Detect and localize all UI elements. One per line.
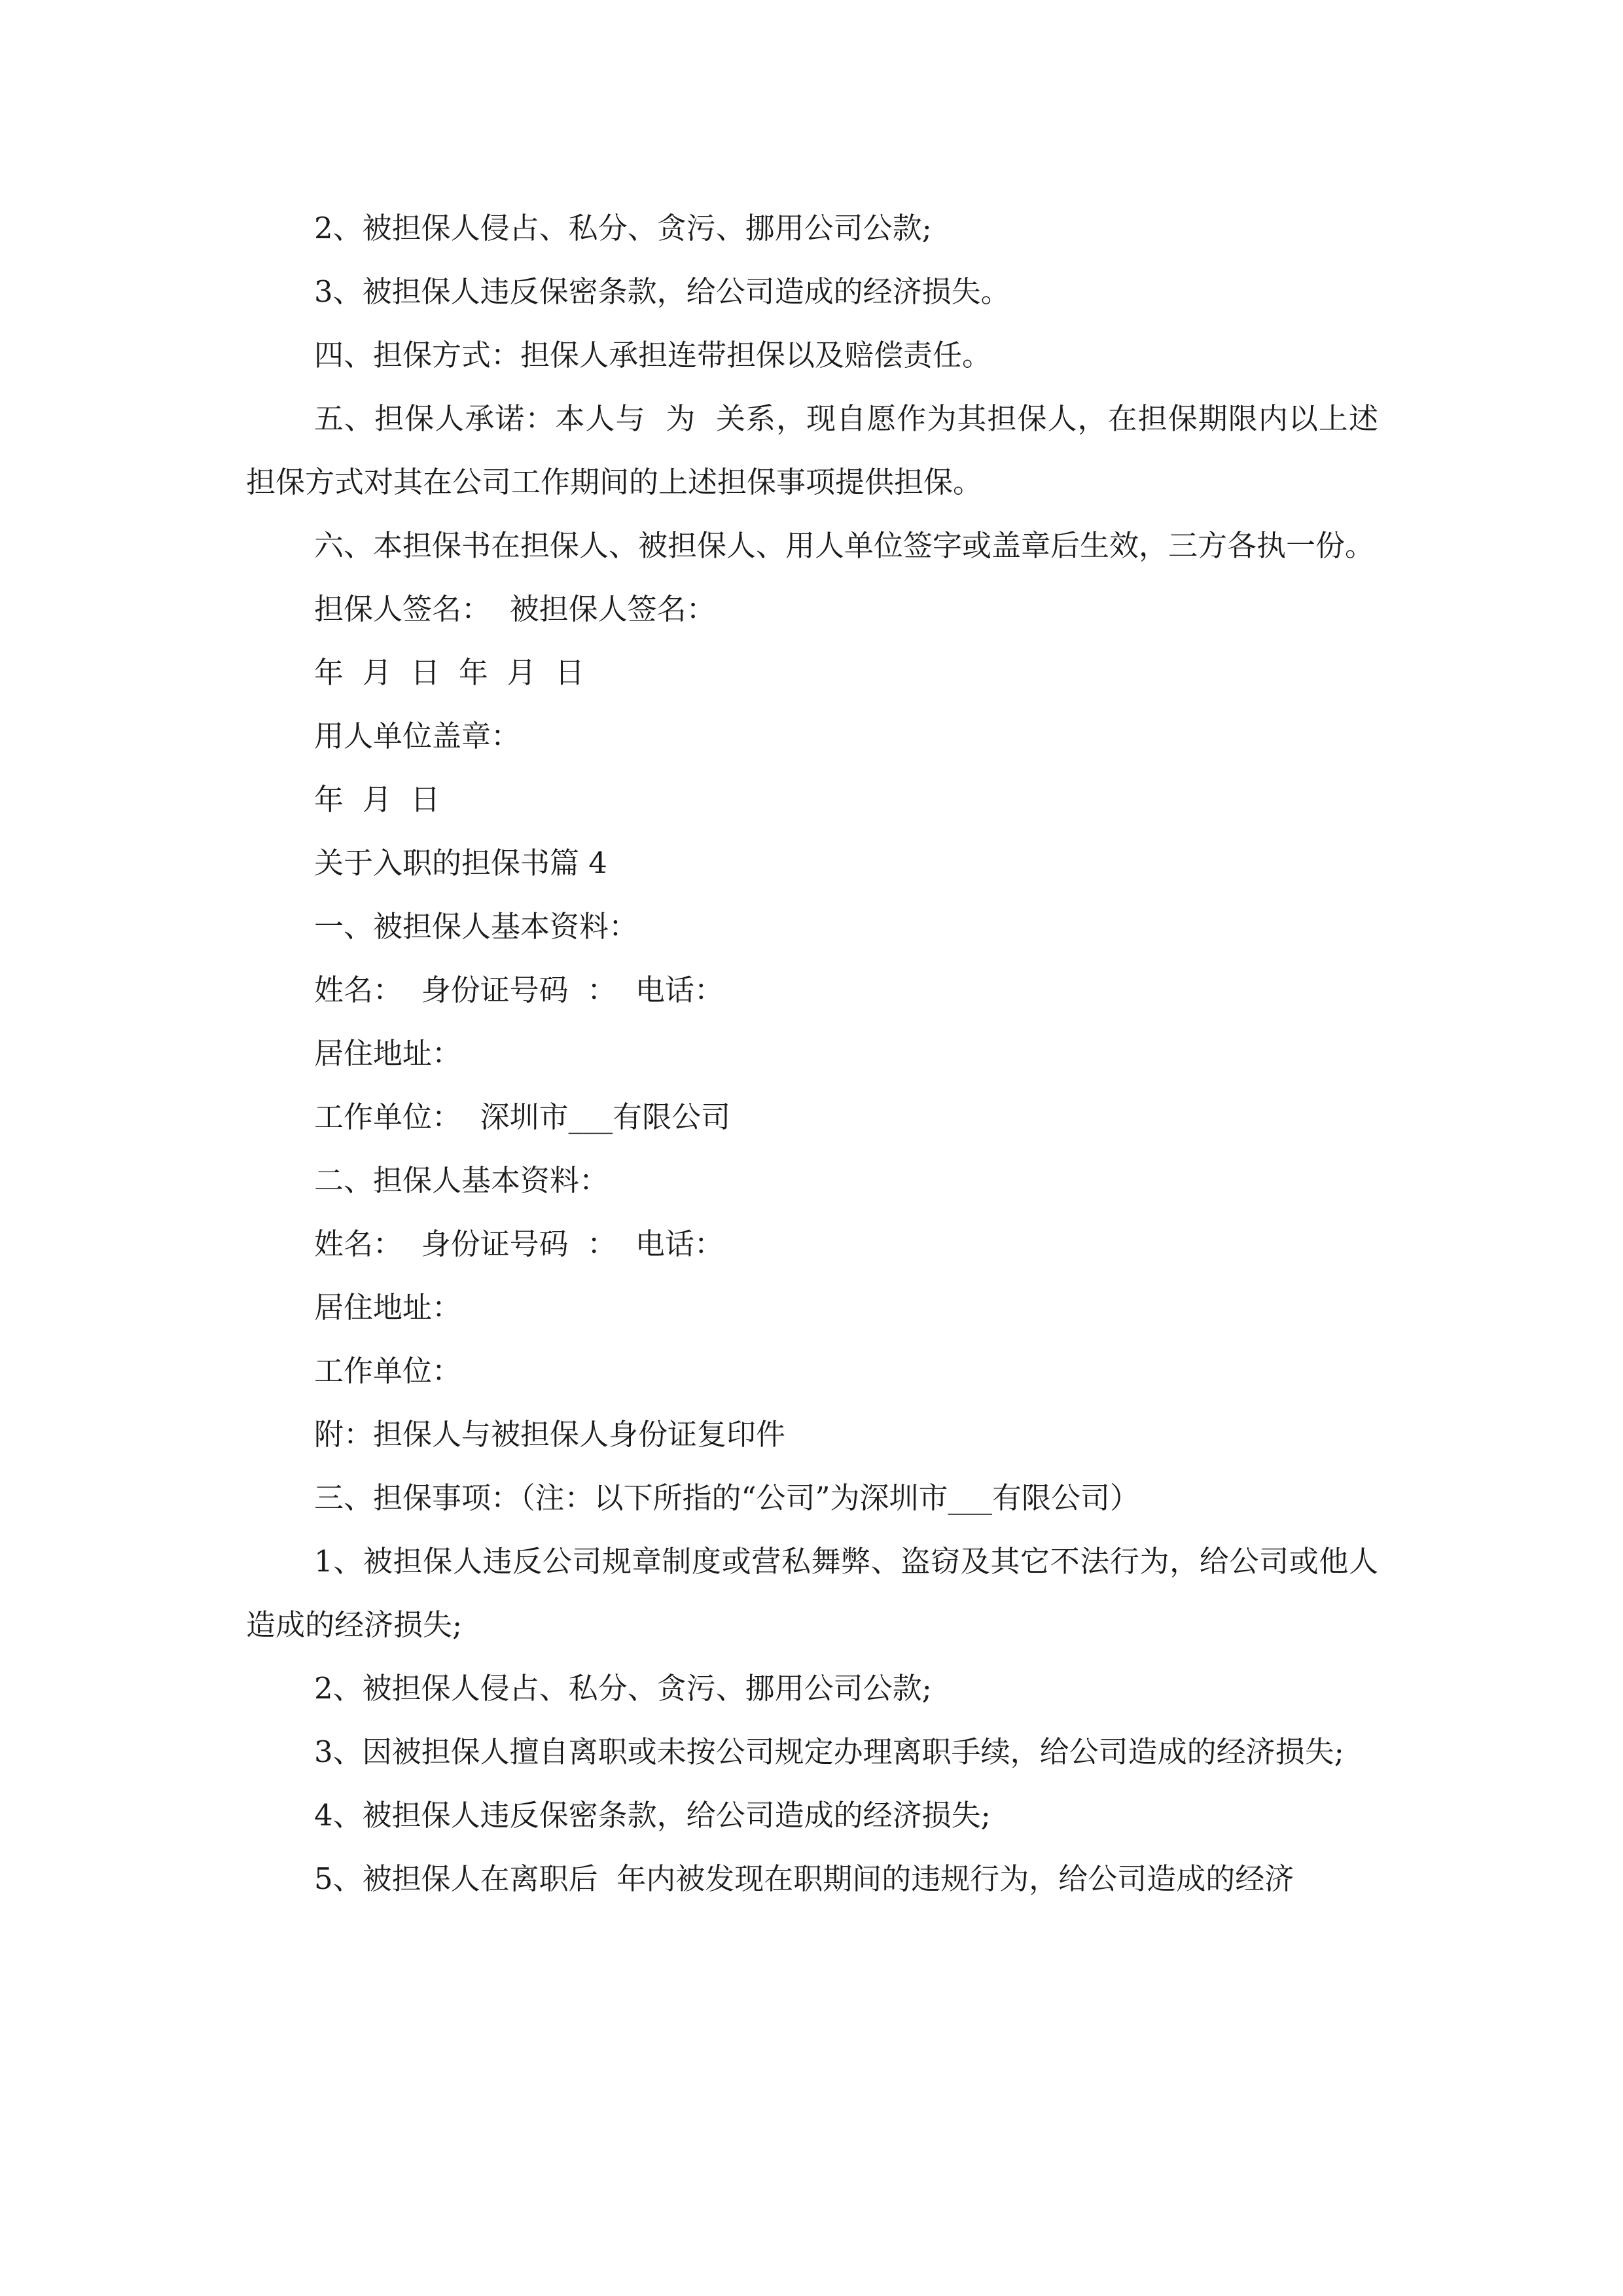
document-body [246,196,1378,1910]
paragraph: 2、被担保人侵占、私分、贪污、挪用公司公款; [314,211,932,245]
paragraph: 4、被担保人违反保密条款，给公司造成的经济损失; [314,1798,991,1833]
paragraph: 三、担保事项：（注：以下所指的“公司”为深圳市___有限公司） [314,1480,1140,1515]
paragraph: 3、因被担保人擅自离职或未按公司规定办理离职手续，给公司造成的经济损失; [314,1734,1344,1769]
paragraph: 工作单位： [314,1354,462,1388]
paragraph: 5、被担保人在离职后 年内被发现在职期间的违规行为，给公司造成的经济 [314,1861,1294,1896]
paragraph: 姓名： 身份证号码 ： 电话： [314,1227,724,1261]
paragraph: 附：担保人与被担保人身份证复印件 [314,1417,786,1452]
paragraph: 居住地址： [314,1290,462,1325]
paragraph: 五、担保人承诺：本人与 为 关系，现自愿作为其担保人，在担保期限内以上述担保方式对其在公司工作期间的上述担保事项提供担保。 [246,401,1378,499]
date-line: 年 月 日 年 月 日 [314,655,585,690]
paragraph: 四、担保方式：担保人承担连带担保以及赔偿责任。 [314,338,992,372]
paragraph: 工作单位： 深圳市___有限公司 [314,1100,731,1134]
signature-line: 担保人签名： 被担保人签名： [314,592,716,626]
paragraph: 六、本担保书在担保人、被担保人、用人单位签字或盖章后生效，三方各执一份。 [314,528,1375,563]
paragraph: 姓名： 身份证号码 ： 电话： [314,973,724,1007]
paragraph: 居住地址： [314,1036,462,1071]
paragraph: 一、被担保人基本资料： [314,909,639,944]
paragraph: 二、担保人基本资料： [314,1163,609,1198]
paragraph: 3、被担保人违反保密条款，给公司造成的经济损失。 [314,274,1010,309]
section-title: 关于入职的担保书篇 4 [314,846,607,880]
date-line: 年 月 日 [314,782,440,817]
paragraph: 1、被担保人违反公司规章制度或营私舞弊、盗窃及其它不法行为，给公司或他人造成的经济损失; [246,1544,1378,1642]
paragraph: 2、被担保人侵占、私分、贪污、挪用公司公款; [314,1671,932,1706]
seal-line: 用人单位盖章： [314,719,521,753]
